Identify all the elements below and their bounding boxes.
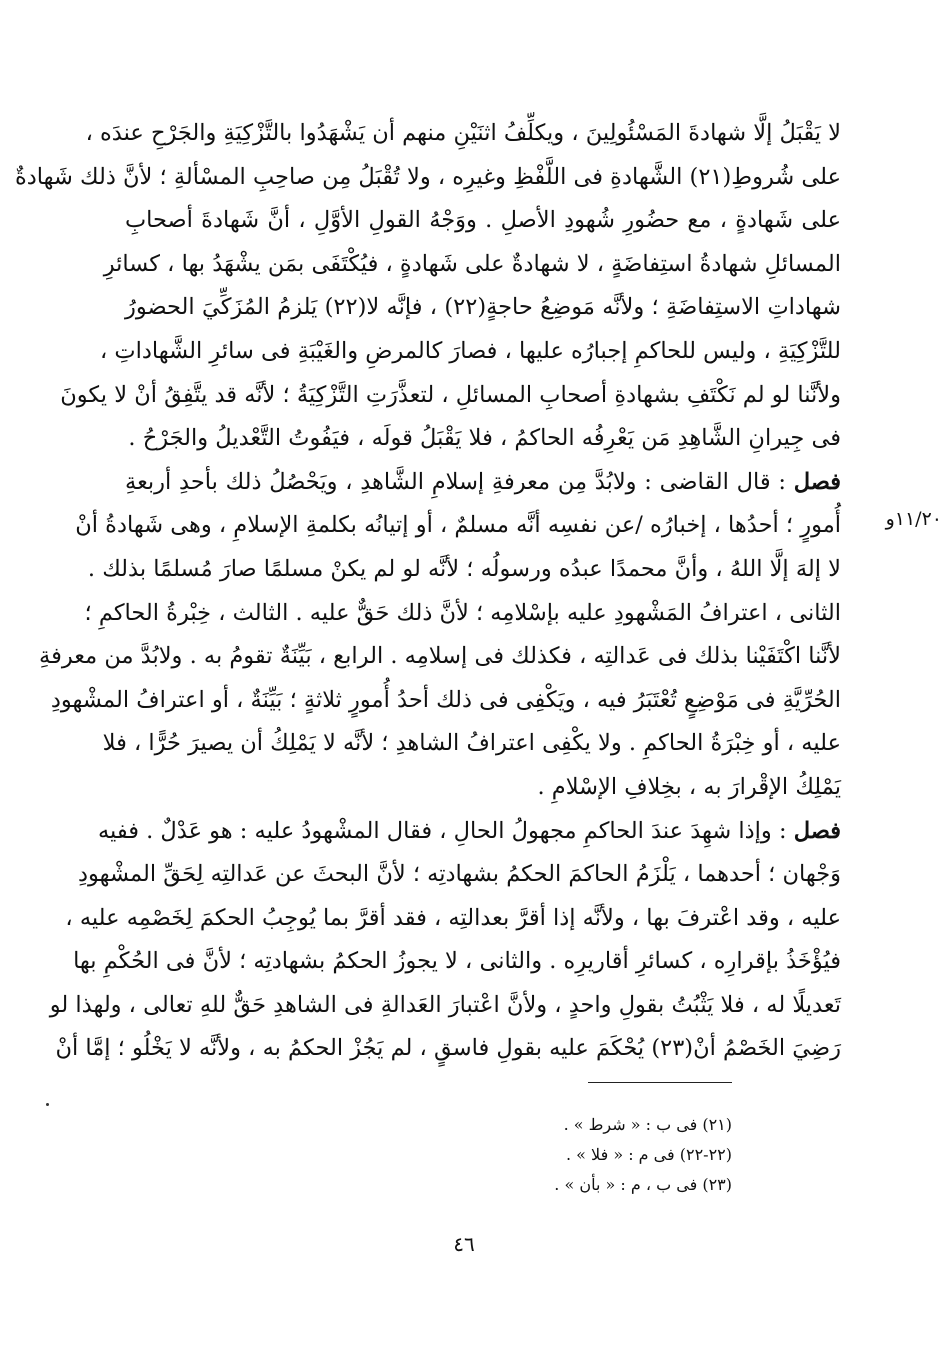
text-line-content: وَجْهان ؛ أحدهما ، يَلْزَمُ الحاكمَ الحكمُ بشهادتِه ؛ لأنَّ البحثَ عن عَدالتِه لِحَقِّ المشْهودِ bbox=[77, 861, 841, 888]
text-line-content: لا إلهَ إلَّا اللهُ ، وأنَّ محمدًا عبدُه ورسولُه ؛ لأنَّه لو لم يكنْ مسلمًا صارَ مُسلمًا بذلك . bbox=[87, 555, 841, 582]
footnote: (٢٣) فى ب ، م : « بأن » . bbox=[554, 1175, 732, 1194]
text-line-content: رَضِيَ الخَصْمُ أنْ(٢٣) يُحْكَمَ عليه بقولِ فاسقٍ ، لم يَجُزْ الحكمُ به ، ولأنَّه لا يَخْلُو ؛ إمَّا أنْ bbox=[55, 1035, 841, 1062]
footnote: (٢٢-٢٢) فى م : « فلا » . bbox=[565, 1145, 732, 1164]
text-line bbox=[103, 243, 841, 287]
footnote: (٢١) فى ب : « شرط » . bbox=[563, 1115, 732, 1134]
text-line-content: ولأنَّنا لو لم نَكْتَفِ بشهادةِ أصحابِ المسائلِ ، لتعذَّرَتِ التَّزْكِيَةُ ؛ لأنَّه قد يتَّفِقُ أنْ لا يكونَ bbox=[60, 381, 841, 408]
text-line-content: الحُرِّيَّةِ فى مَوْضِعٍ تُعْتَبَرُ فيه ، ويَكْفِى فى ذلك أحدُ أُمورٍ ثلاثةٍ ؛ بَيِّنَةٌ ، أو اعترافُ المشْهودِ bbox=[50, 686, 841, 713]
text-line-content: على شُروطِ(٢١) الشَّهادةِ فى اللَّفْظِ وغيرِه ، ولا تُقْبَلُ مِن صاحِبِ المسْألةِ ؛ لأنَّ ذلك شَهادةٌ bbox=[15, 163, 841, 190]
text-line bbox=[50, 679, 841, 723]
text-line-content: يَمْلِكُ الإقْرارَ به ، بخِلافِ الإسْلامِ . bbox=[537, 773, 841, 800]
text-line-content: فى جِيرانِ الشَّاهِدِ مَن يَعْرِفُه الحاكمُ ، فلا يَقْبَلُ قولَه ، فيَفُوتُ التَّعْديلُ والجَرْحُ . bbox=[128, 425, 841, 452]
scan-speck bbox=[46, 1103, 49, 1106]
text-line-content: شهاداتِ الاستِفاضَةِ ؛ ولأنَّه مَوضِعُ حاجةٍ(٢٢) ، فإنَّه لا(٢٢) يَلزمُ المُزَكِّيَ الحضورُ bbox=[125, 294, 842, 321]
text-line bbox=[125, 461, 841, 505]
text-line-content: الثانى ، اعترافُ المَشْهودِ عليه بإسْلامِه ؛ لأنَّ ذلك حَقٌّ عليه . الثالث ، خِبْرةُ الحاكمِ ؛ bbox=[84, 599, 841, 626]
text-line-content: لأنَّنا اكْتَفَيْنا بذلك فى عَدالتِه ، فكذلك فى إسلامِه . الرابع ، بَيِّنَةٌ تقومُ به . ولابُدَّ من معرفةِ bbox=[39, 643, 841, 670]
text-line bbox=[49, 984, 841, 1028]
text-line-content: المسائلِ شهادةُ استِفاضَةٍ ، لا شهادةٌ على شَهادةٍ ، فيُكْتَفَى بمَن يشْهَدُ بها ، كسائرِ bbox=[103, 250, 841, 277]
text-line bbox=[125, 766, 841, 810]
section-heading-fasl: فصل bbox=[793, 817, 841, 844]
text-line-content: للتَّزْكِيَةِ ، وليس للحاكمِ إجبارُه عليها ، فصارَ كالمرضِ والغَيْبَةِ فى سائرِ الشَّهاداتِ ، bbox=[99, 337, 841, 364]
text-line bbox=[125, 286, 841, 330]
text-line bbox=[125, 199, 841, 243]
text-line bbox=[102, 722, 841, 766]
body-text bbox=[15, 112, 842, 1071]
footnotes bbox=[380, 1110, 732, 1200]
text-line bbox=[39, 635, 841, 679]
text-line bbox=[55, 1027, 841, 1071]
text-line-content: عليه ، وقد اعْترفَ بها ، ولأنَّه إذا أقرَّ بعدالتِه ، فقد أقرَّ بما يُوجِبُ الحكمَ لِخَصْمِه عليه ، bbox=[65, 904, 841, 931]
text-line-content: : وإذا شهِدَ عندَ الحاكمِ مجهولُ الحالِ ، فقال المشْهودُ عليه : هو عَدْلٌ . ففيه bbox=[97, 817, 794, 844]
text-line-content: عليه ، أو خِبْرَةُ الحاكمِ . ولا يكْفِى اعترافُ الشاهدِ ؛ لأنَّه لا يَمْلِكُ أن يصيرَ حُرًّا ، فلا bbox=[102, 730, 841, 757]
text-line bbox=[65, 897, 841, 941]
text-line-content: على شَهادةٍ ، مع حضُورِ شُهودِ الأصلِ . ووَجْهُ القولِ الأوَّلِ ، أنَّ شَهادةَ أصحابِ bbox=[125, 207, 841, 234]
text-line bbox=[73, 940, 841, 984]
footnote-separator bbox=[588, 1082, 732, 1083]
text-line bbox=[99, 330, 841, 374]
text-line bbox=[97, 810, 841, 854]
text-line bbox=[87, 548, 841, 592]
text-line-content: : قال القاضى : ولابُدَّ مِن معرفةِ إسلامِ الشَّاهدِ ، ويَحْصُلُ ذلك بأحدِ أربعةِ bbox=[125, 468, 794, 495]
text-line bbox=[125, 417, 841, 461]
text-line bbox=[84, 592, 841, 636]
page-number: ٤٦ bbox=[453, 1232, 475, 1256]
text-line-content: تَعديلًا له ، فلا يَثْبُتُ بقولِ واحدٍ ، ولأنَّ اعْتبارَ العَدالةِ فى الشاهدِ حَقٌّ للهِ تعالى ، ولهذا لو bbox=[49, 991, 841, 1018]
text-line bbox=[60, 374, 841, 418]
text-line bbox=[75, 504, 841, 548]
text-line bbox=[85, 112, 841, 156]
text-line-content: لا يَقْبَلُ إلَّا شهادةَ المَسْئُولِينَ ، ويكلِّفُ اثنَيْنِ منهم أن يَشْهَدُوا بالتَّزْكِيَةِ والجَرْحِ عندَه ، bbox=[85, 120, 841, 146]
section-heading-fasl: فصل bbox=[793, 468, 841, 495]
margin-folio-reference: ١١/٢٠و bbox=[885, 508, 942, 530]
text-line-content: فيُؤْخَذُ بإقرارِه ، كسائرِ أقاريرِه . والثانى ، لا يجوزُ الحكمُ بشهادتِه ؛ لأنَّ فى الحُكْمِ بها bbox=[73, 948, 841, 975]
text-line bbox=[15, 156, 841, 200]
text-line bbox=[77, 853, 841, 897]
text-line-content: أُمورٍ ؛ أحدُها ، إخبارُه /عن نفسِه أنَّه مسلمٌ ، أو إتيانُه بكلمةِ الإسلامِ ، وهى شَهادةُ أنْ bbox=[75, 512, 841, 539]
